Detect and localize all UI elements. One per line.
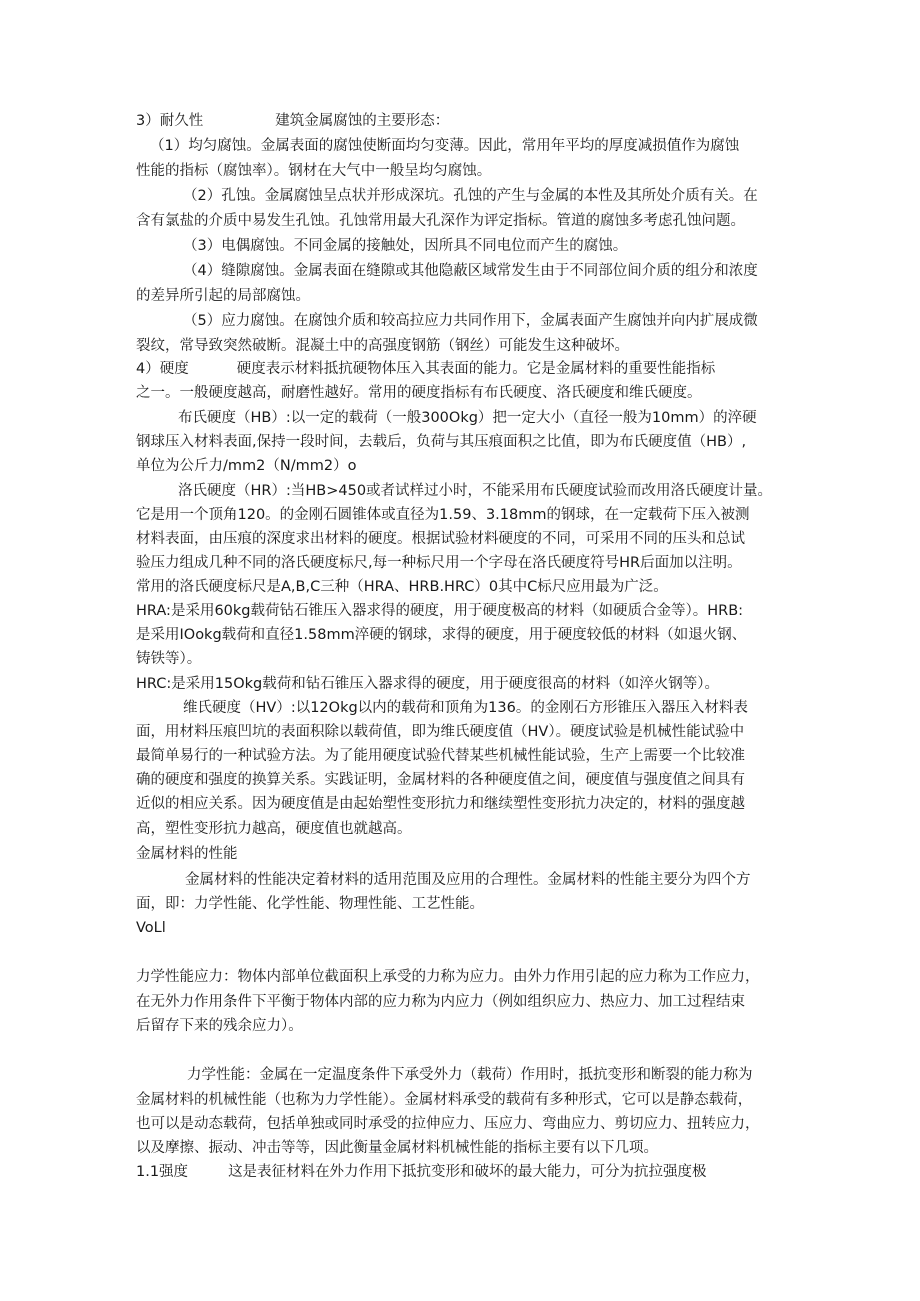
paragraph-line: 以及摩擦、振动、冲击等等，因此衡量金属材料机械性能的指标主要有以下几项。	[136, 1140, 658, 1156]
paragraph-line: 最简单易行的一种试验方法。为了能用硬度试验代替某些机械性能试验，生产上需要一个比较准	[136, 748, 745, 764]
paragraph-line: 力学性能：金属在一定温度条件下承受外力（载荷）作用时，抵抗变形和断裂的能力称为	[187, 1067, 753, 1083]
heading-text: 这是表征材料在外力作用下抵抗变形和破坏的最大能力，可分为抗拉强度极	[228, 1164, 707, 1180]
paragraph-line: 面，用材料压痕凹坑的表面积除以载荷值，即为维氏硬度值（HV）。硬度试验是机械性能试验中	[136, 724, 745, 740]
paragraph-line: 是采用IOokg载荷和直径1.58mm淬硬的钢球，求得的硬度，用于硬度较低的材料（如退火钢、	[136, 627, 747, 643]
section-heading-strength	[136, 1161, 707, 1183]
paragraph-line: 维氏硬度（HV）:以12Okg以内的载荷和顶角为136。的金刚石方形锥压入器压入材料表	[183, 700, 748, 716]
paragraph-line: 性能的指标（腐蚀率）。钢材在大气中一般呈均匀腐蚀。	[136, 163, 492, 179]
heading-label: 1.1强度	[136, 1164, 189, 1180]
paragraph-line: 单位为公斤力/mm2（N∕mm2）o	[136, 458, 357, 474]
paragraph-line: 布氏硬度（HB）:以一定的载荷（一般300Okg）把一定大小（直径一般为10mm）的淬硬	[178, 410, 757, 426]
section-heading-hardness	[136, 358, 715, 380]
paragraph-line: HRC:是采用15Okg载荷和钻石锥压入器求得的硬度，用于硬度很高的材料（如淬火钢等）。	[136, 676, 719, 692]
paragraph-line: 后留存下来的残余应力）。	[136, 1018, 303, 1034]
paragraph-line: 含有氯盐的介质中易发生孔蚀。孔蚀常用最大孔深作为评定指标。管道的腐蚀多考虑孔蚀问题。	[136, 213, 745, 229]
heading-label: 3）耐久性	[136, 113, 204, 129]
paragraph-line: 面，即：力学性能、化学性能、物理性能、工艺性能。	[136, 896, 484, 912]
paragraph-line: 裂纹，常导致突然破断。混凝土中的高强度钢筋（钢丝）可能发生这种破坏。	[136, 338, 629, 354]
paragraph-line: 也可以是动态载荷，包括单独或同时承受的拉伸应力、压应力、弯曲应力、剪切应力、扭转应力，	[136, 1116, 760, 1132]
heading-text: 建筑金属腐蚀的主要形态：	[275, 113, 450, 129]
paragraph-line: 材料表面，由压痕的深度求出材料的硬度。根据试验材料硬度的不同，可采用不同的压头和总试	[136, 531, 745, 547]
paragraph-line: （5）应力腐蚀。在腐蚀介质和较高拉应力共同作用下，金属表面产生腐蚀并向内扩展成微	[183, 313, 758, 329]
paragraph-line: 确的硬度和强度的换算关系。实践证明，金属材料的各种硬度值之间，硬度值与强度值之间具有	[136, 772, 745, 788]
heading-label: 4）硬度	[136, 361, 189, 377]
paragraph-line: 金属材料的机械性能（也称为力学性能）。金属材料承受的载荷有多种形式，它可以是静态载荷，	[136, 1092, 753, 1108]
stray-text: VoLl	[136, 920, 166, 936]
paragraph-line: 的差异所引起的局部腐蚀。	[136, 288, 310, 304]
paragraph-line: 近似的相应关系。因为硬度值是由起始塑性变形抗力和继续塑性变形抗力决定的，材料的强度越	[136, 796, 745, 812]
paragraph-line: （2）孔蚀。金属腐蚀呈点状并形成深坑。孔蚀的产生与金属的本性及其所处介质有关。在	[183, 188, 758, 204]
paragraph-line: 它是用一个顶角120。的金刚石圆锥体或直径为1.59、3.18mm的钢球，在一定载荷下压入被测	[136, 507, 750, 523]
paragraph-line: 钢球压入材料表面,保持一段时间，去载后，负荷与其压痕面积之比值，即为布氏硬度值（HB）,	[136, 434, 747, 450]
paragraph-line: （3）电偶腐蚀。不同金属的接触处，因所具不同电位而产生的腐蚀。	[183, 238, 628, 254]
paragraph-line: （1）均匀腐蚀。金属表面的腐蚀使断面均匀变薄。因此，常用年平均的厚度减损值作为腐蚀	[150, 138, 740, 154]
paragraph-line: （4）缝隙腐蚀。金属表面在缝隙或其他隐蔽区域常发生由于不同部位间介质的组分和浓度	[183, 263, 758, 279]
paragraph-line: 在无外力作用条件下平衡于物体内部的应力称为内应力（例如组织应力、热应力、加工过程结束	[136, 994, 745, 1010]
paragraph-line: 之一。一般硬度越高，耐磨性越好。常用的硬度指标有布氏硬度、洛氏硬度和维氏硬度。	[136, 385, 702, 401]
paragraph-line: 铸铁等）。	[136, 651, 202, 667]
paragraph-line: HRA:是采用60kg载荷钻石锥压入器求得的硬度，用于硬度极高的材料（如硬质合金等）。HRB:	[136, 603, 744, 619]
paragraph-line: 验压力组成几种不同的洛氏硬度标尺,每一种标尺用一个字母在洛氏硬度符号HR后面加以注明。	[136, 555, 742, 571]
paragraph-line: 力学性能应力：物体内部单位截面积上承受的力称为应力。由外力作用引起的应力称为工作应力，	[136, 969, 760, 985]
paragraph-line: 金属材料的性能决定着材料的适用范围及应用的合理性。金属材料的性能主要分为四个方	[185, 872, 751, 888]
heading-text: 硬度表示材料抵抗硬物体压入其表面的能力。它是金属材料的重要性能指标	[236, 361, 716, 377]
paragraph-line: 高，塑性变形抗力越高，硬度值也就越高。	[136, 821, 412, 837]
section-title-metal-properties: 金属材料的性能	[136, 846, 238, 862]
paragraph-line: 洛氏硬度（HR）:当HB>450或者试样过小时，不能采用布氏硬度试验而改用洛氏硬度计量。	[178, 483, 773, 499]
section-heading-durability	[136, 110, 449, 132]
paragraph-line: 常用的洛氏硬度标尺是A,B,C三种（HRA、HRB.HRC）0其中C标尺应用最为广泛。	[136, 579, 668, 595]
